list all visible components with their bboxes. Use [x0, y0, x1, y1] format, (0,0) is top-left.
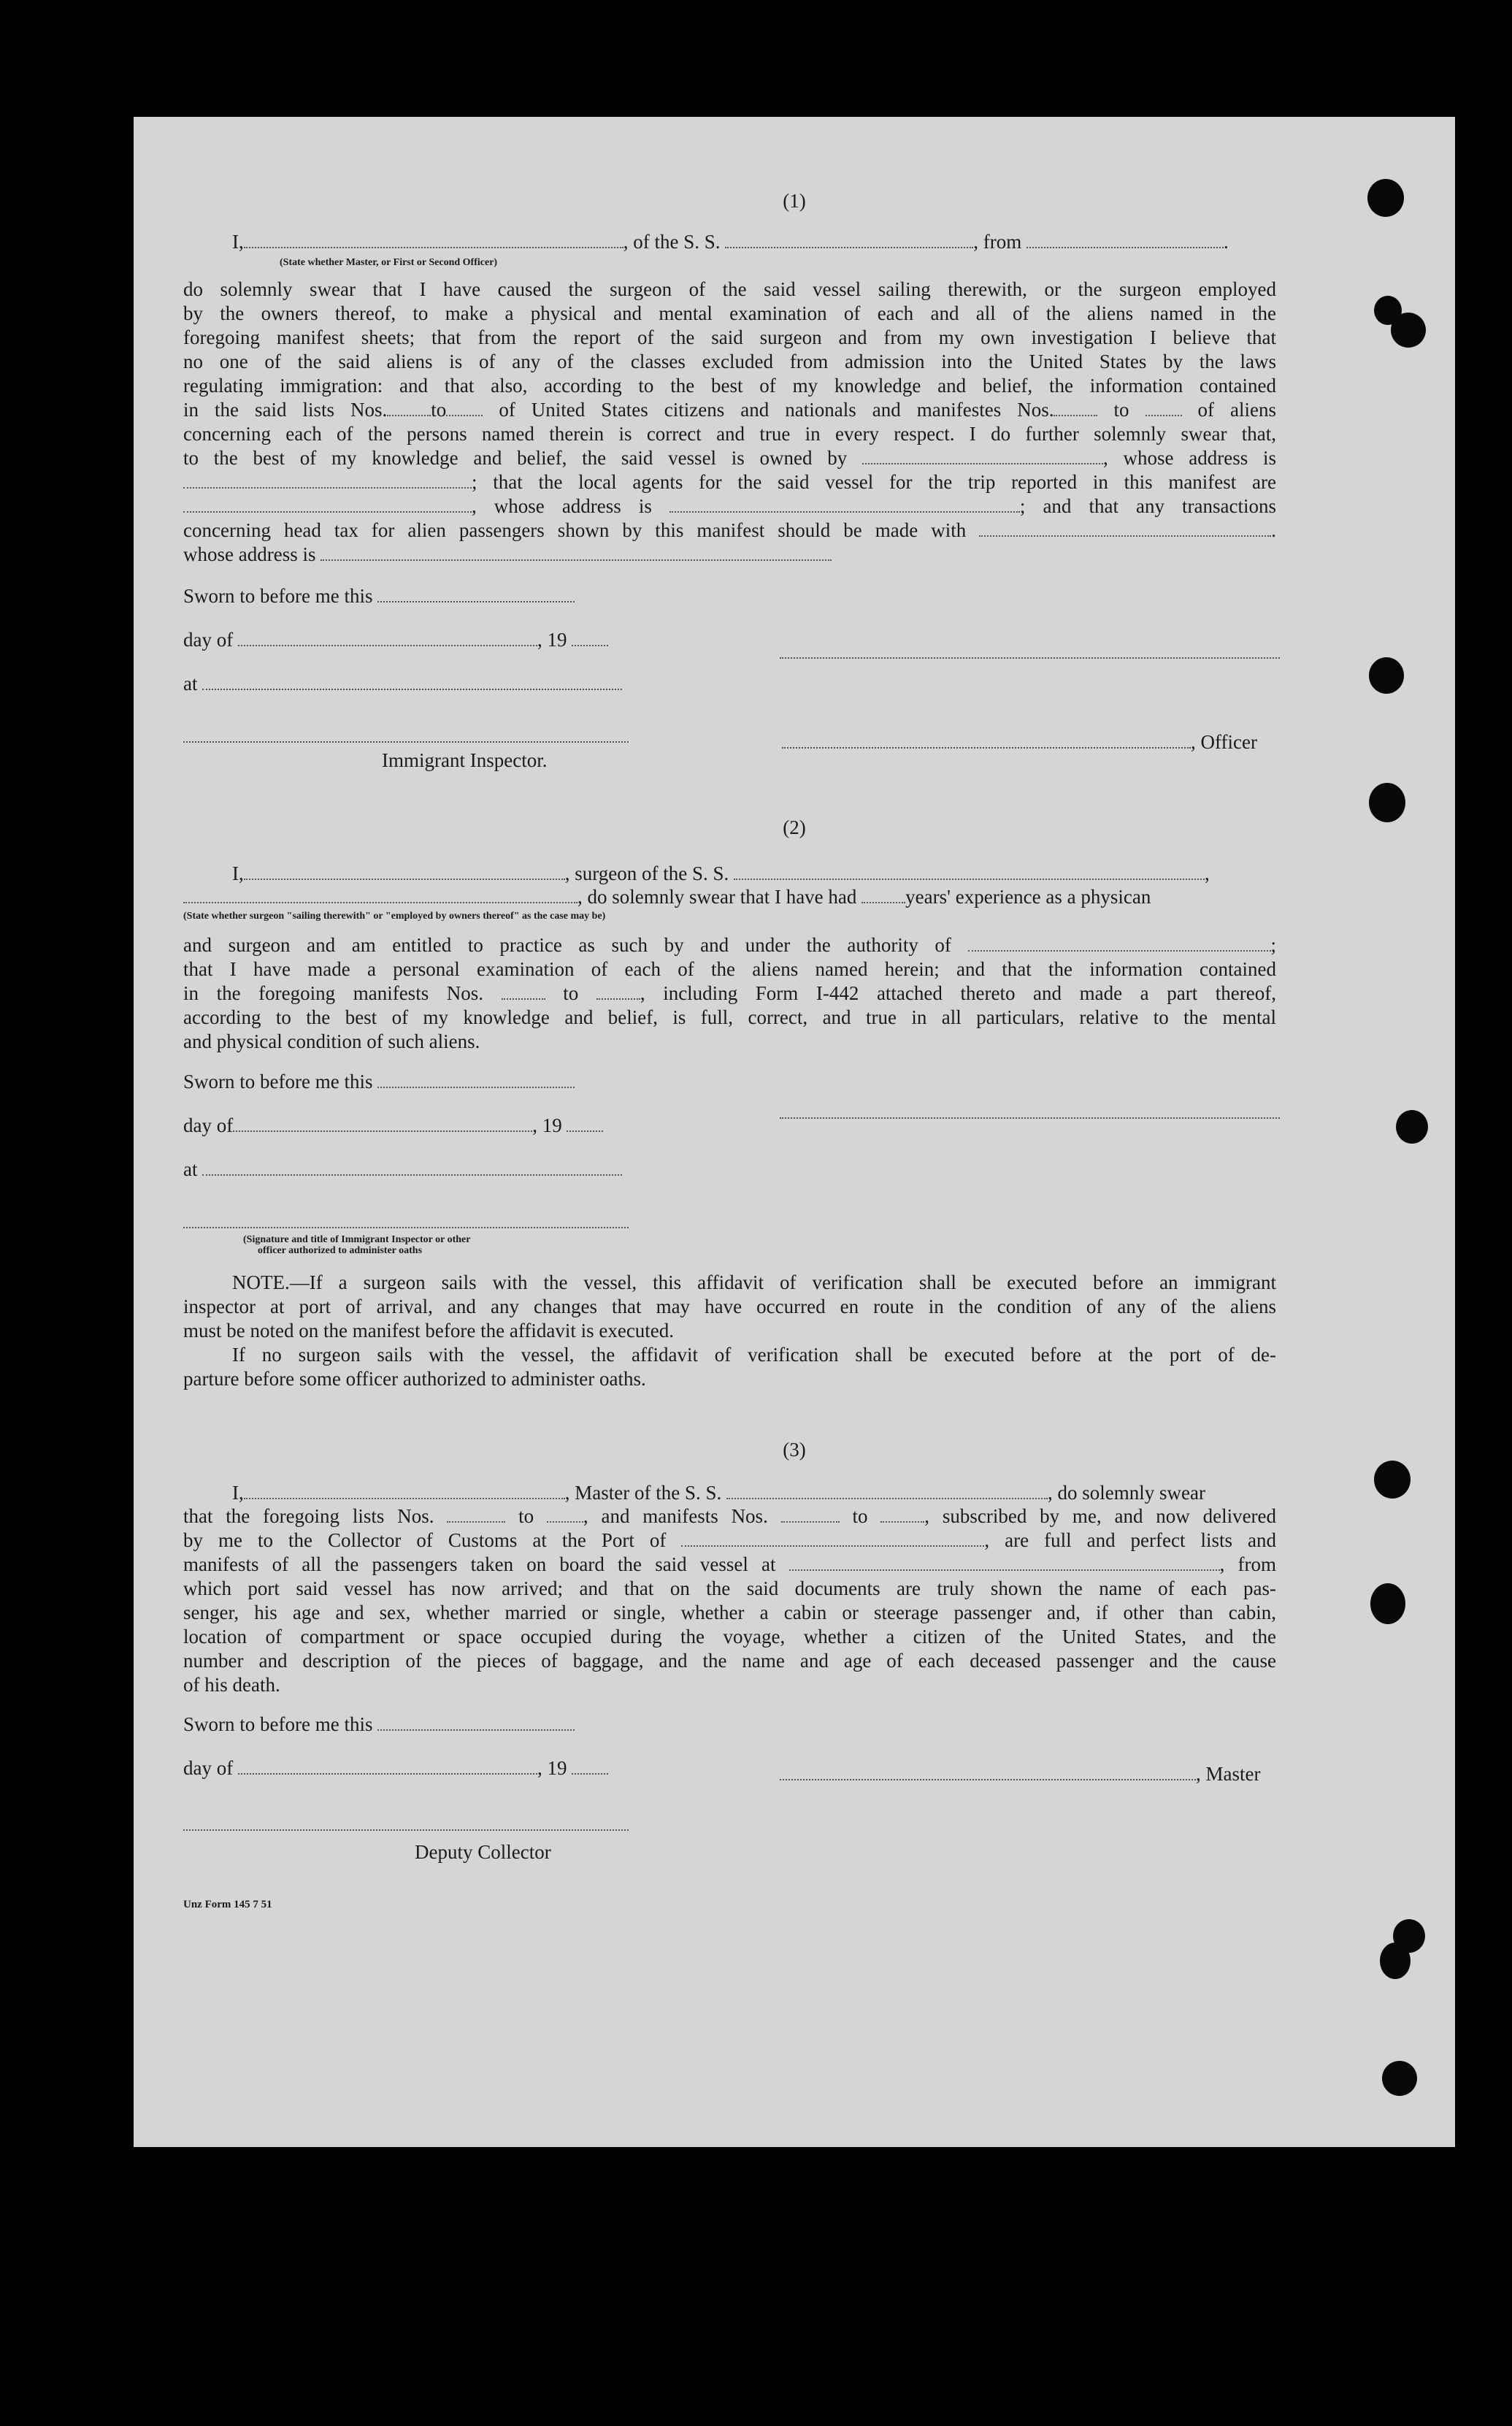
note-line: NOTE.—If a surgeon sails with the vessel, this affidavit of verification shall be executed before an immigrant — [232, 1271, 1276, 1293]
s3-list-from-blank[interactable] — [447, 1505, 505, 1523]
owned-line: to the best of my knowledge and belief, the said vessel is owned by , whose address is — [183, 447, 1276, 469]
sworn-2-blank[interactable] — [377, 1071, 575, 1088]
at-2: at — [183, 1157, 622, 1182]
port-line: by me to the Collector of Customs at the Port of , are full and perfect lists and — [183, 1529, 1276, 1551]
body-line: number and description of the pieces of baggage, and the name and age of each deceased passenger and the cause — [183, 1650, 1276, 1672]
manifests-line: manifests of all the passengers taken on board the said vessel at , from — [183, 1553, 1276, 1575]
s3-list-to-blank[interactable] — [547, 1505, 583, 1523]
form-id: Unz Form 145 7 51 — [183, 1899, 272, 1910]
manifest-from-blank[interactable] — [1054, 399, 1097, 416]
binder-hole — [1367, 179, 1404, 217]
section-2-number: (2) — [783, 816, 806, 838]
section-1-number: (1) — [783, 190, 806, 212]
from-label: , from — [973, 231, 1022, 253]
binder-hole — [1380, 1943, 1411, 1979]
binder-hole — [1391, 313, 1426, 348]
whose-line: whose address is — [183, 543, 1276, 567]
officer-signature: , Officer — [782, 730, 1257, 754]
note-line: inspector at port of arrival, and any changes that may have occurred en route in the condition of any of the aliens — [183, 1296, 1276, 1317]
binder-hole — [1369, 657, 1404, 694]
at-1-blank[interactable] — [202, 673, 622, 690]
day-of-2-blank[interactable] — [233, 1114, 532, 1132]
note-line: must be noted on the manifest before the affidavit is executed. — [183, 1320, 675, 1342]
day-of-2: day of , 19 — [183, 1114, 603, 1138]
master-note: (State whether Master, or First or Second Officer) — [280, 257, 498, 268]
body-line: do solemnly swear that I have caused the surgeon of the said vessel sailing therewith, or the surgeon employed — [183, 278, 1276, 300]
inspector-2-signature-line[interactable] — [183, 1227, 629, 1228]
list-to-blank[interactable] — [446, 399, 483, 416]
body-line: foregoing manifest sheets; that from the report of the said surgeon and from my own investigation I believe that — [183, 326, 1276, 348]
lead-period: . — [1224, 231, 1229, 253]
headtax-blank[interactable] — [979, 519, 1271, 537]
binder-hole — [1382, 2061, 1417, 2096]
sworn-2: Sworn to before me this — [183, 1070, 575, 1094]
section-1-body — [183, 278, 1276, 567]
at-1: at — [183, 672, 622, 696]
note-line: parture before some officer authorized to administer oaths. — [183, 1368, 646, 1390]
authority-line: and surgeon and am entitled to practice as such by and under the authority of ; — [183, 934, 1277, 956]
officer-blank[interactable] — [782, 731, 1191, 749]
headtax-line: concerning head tax for alien passengers shown by this manifest should be made with . — [183, 519, 1277, 541]
years-blank[interactable] — [861, 886, 905, 903]
authority-blank[interactable] — [968, 934, 1271, 952]
body-line: concerning each of the persons named therein is correct and true in every respect. I do further solemnly swear that, — [183, 423, 1276, 445]
note-block — [183, 1271, 1276, 1391]
binder-hole — [1370, 1583, 1405, 1624]
body-line: by the owners thereof, to make a physical and mental examination of each and all of the aliens named in the — [183, 302, 1276, 324]
binder-hole — [1374, 1461, 1411, 1499]
sworn-1: Sworn to before me this — [183, 584, 575, 608]
owner-blank[interactable] — [862, 447, 1103, 464]
body-line: of his death. — [183, 1674, 280, 1696]
lists-line: in the said lists Nos. to of United States citizens and nationals and manifestes Nos. to of aliens — [183, 399, 1277, 421]
year-2-blank[interactable] — [567, 1114, 603, 1132]
officer-signature-line-top[interactable] — [780, 657, 1280, 659]
deputy-collector-label: Deputy Collector — [415, 1841, 551, 1863]
body-line: location of compartment or space occupied during the voyage, whether a citizen of the United States, and the — [183, 1626, 1276, 1648]
section-2-swear: , do solemnly swear that I have had years' experience as a physican — [183, 885, 1151, 909]
s2-manifest-from-blank[interactable] — [502, 982, 545, 1000]
binder-hole — [1369, 783, 1405, 822]
section-3-number: (3) — [783, 1439, 806, 1461]
sworn-3-blank[interactable] — [377, 1713, 575, 1731]
body-line: regulating immigration: and that also, according to the best of my knowledge and belief, the information contained — [183, 375, 1276, 397]
body-line: and physical condition of such aliens. — [183, 1030, 480, 1052]
surgeon-note: (State whether surgeon "sailing therewith" or "employed by owners thereof" as the case may be) — [183, 911, 606, 922]
body-line: senger, his age and sex, whether married or single, whether a cabin or steerage passenger and, if other than cabin, — [183, 1602, 1276, 1623]
body-line: according to the best of my knowledge and belief, is full, correct, and true in all particulars, relative to the mental — [183, 1006, 1276, 1028]
section-1-lead — [232, 230, 1229, 254]
manifest-affidavit-page — [134, 117, 1455, 2147]
surgeon-signature-line[interactable] — [780, 1117, 1280, 1119]
manifests-line: in the foregoing manifests Nos. to , including Form I-442 attached thereto and made a part thereof, — [183, 982, 1277, 1004]
note-line: If no surgeon sails with the vessel, the affidavit of verification shall be executed before at the port of de- — [232, 1344, 1276, 1366]
collector-signature-line[interactable] — [183, 1829, 629, 1831]
master-signature-blank[interactable] — [780, 1763, 1196, 1780]
surgeon-status-blank[interactable] — [183, 886, 577, 903]
section-3-lead: I, , Master of the S. S. , do solemnly swear — [232, 1482, 1205, 1504]
surgeon-vessel-blank[interactable] — [734, 862, 1205, 880]
binder-hole — [1396, 1110, 1428, 1144]
embark-port-blank[interactable] — [789, 1553, 1220, 1571]
day-of-1-blank[interactable] — [238, 629, 537, 646]
agents-line: ; that the local agents for the said vessel for the trip reported in this manifest are — [183, 470, 1276, 494]
inspector-signature-line[interactable] — [183, 741, 629, 743]
master-name-blank[interactable] — [244, 231, 623, 248]
manifest-to-blank[interactable] — [1145, 399, 1182, 416]
year-3-blank[interactable] — [572, 1757, 608, 1775]
s3-vessel-blank[interactable] — [726, 1482, 1048, 1499]
day-of-1: day of , 19 — [183, 628, 608, 652]
day-of-3: day of , 19 — [183, 1756, 608, 1780]
s3-master-blank[interactable] — [244, 1482, 565, 1499]
body-line: which port said vessel has now arrived; and that on the said documents are truly shown the name of each pas- — [183, 1577, 1276, 1599]
list-from-blank[interactable] — [387, 399, 431, 416]
body-line: that I have made a personal examination of each of the aliens named herein; and that the information contained — [183, 958, 1276, 980]
signature-note-2: officer authorized to administer oaths — [258, 1245, 423, 1256]
address-line: , whose address is ; and that any transactions — [183, 494, 1276, 519]
s2-manifest-to-blank[interactable] — [596, 982, 640, 1000]
section-2-lead: I, , surgeon of the S. S. , — [232, 862, 1210, 884]
of-ss-label: , of the S. S. — [623, 231, 721, 253]
agents-blank[interactable] — [183, 495, 472, 513]
owner-address-blank[interactable] — [183, 471, 472, 489]
section-2-body — [183, 933, 1276, 1054]
surgeon-name-blank[interactable] — [244, 862, 565, 880]
year-1-blank[interactable] — [572, 629, 608, 646]
at-2-blank[interactable] — [202, 1158, 622, 1176]
sworn-1-blank[interactable] — [377, 585, 575, 602]
body-line: no one of the said aliens is of any of the classes excluded from admission into the United States by the laws — [183, 351, 1276, 372]
section-3-body — [183, 1504, 1276, 1697]
agents-address-blank[interactable] — [669, 495, 1020, 513]
s3-manifest-from-blank[interactable] — [781, 1505, 840, 1523]
port-blank[interactable] — [681, 1529, 984, 1547]
master-signature: , Master — [780, 1762, 1260, 1786]
s3-manifest-to-blank[interactable] — [880, 1505, 924, 1523]
signature-note-1: (Signature and title of Immigrant Inspector or other — [243, 1234, 471, 1245]
lists-line: that the foregoing lists Nos. to , and manifests Nos. to , subscribed by me, and now delivered — [183, 1505, 1277, 1527]
vessel-name-blank[interactable] — [725, 231, 973, 248]
day-of-3-blank[interactable] — [238, 1757, 537, 1775]
headtax-address-blank[interactable] — [321, 543, 832, 561]
from-port-blank[interactable] — [1026, 231, 1224, 248]
immigrant-inspector-label: Immigrant Inspector. — [382, 749, 548, 771]
lead-i: I, — [232, 231, 244, 253]
sworn-3: Sworn to before me this — [183, 1713, 575, 1737]
